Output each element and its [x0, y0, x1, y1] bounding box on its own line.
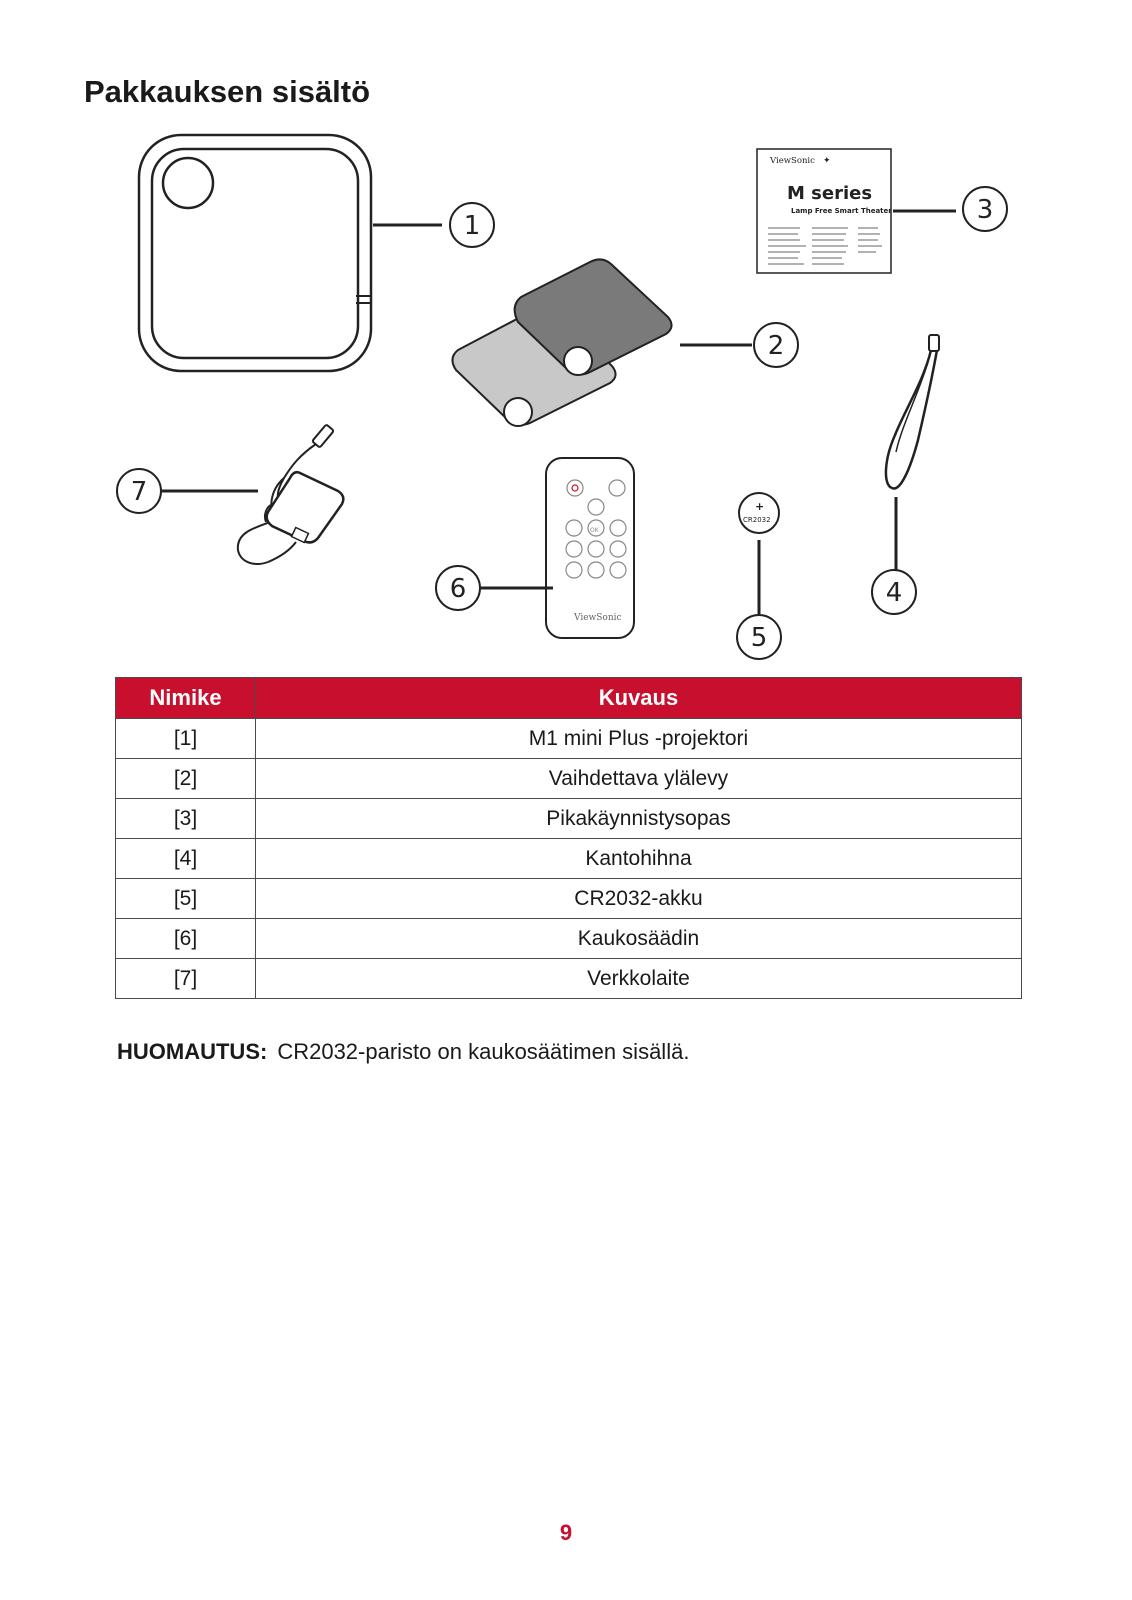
description-cell: M1 mini Plus -projektori	[256, 719, 1022, 759]
description-cell: Kantohihna	[256, 839, 1022, 879]
callout-3	[963, 187, 1007, 231]
svg-text:7: 7	[130, 477, 148, 507]
callout-1	[450, 203, 494, 247]
replaceable-top-cover-illustration	[452, 259, 671, 426]
note-text: CR2032-paristo on kaukosäätimen sisällä.	[277, 1039, 690, 1064]
callout-2	[754, 323, 798, 367]
table-row	[116, 919, 1022, 959]
svg-text:3: 3	[976, 195, 994, 225]
remote-brand: ViewSonic	[574, 613, 622, 623]
description-cell: CR2032-akku	[256, 879, 1022, 919]
description-cell: Vaihdettava ylälevy	[256, 759, 1022, 799]
table-row	[116, 799, 1022, 839]
item-cell: [7]	[116, 959, 256, 999]
quick-start-guide-illustration	[757, 149, 892, 273]
page-number: 9	[559, 1520, 573, 1545]
svg-text:2: 2	[767, 331, 785, 361]
svg-text:5: 5	[750, 623, 768, 653]
guide-brand: ViewSonic	[770, 156, 815, 166]
description-cell: Verkkolaite	[256, 959, 1022, 999]
table-header-row	[116, 678, 1022, 719]
svg-text:6: 6	[449, 574, 467, 604]
table-row	[116, 839, 1022, 879]
note	[117, 1039, 689, 1065]
description-cell: Kaukosäädin	[256, 919, 1022, 959]
table-row	[116, 719, 1022, 759]
carrying-strap-illustration	[886, 335, 939, 488]
callout-7	[117, 469, 161, 513]
item-cell: [3]	[116, 799, 256, 839]
package-contents-table	[115, 677, 1022, 999]
table-row	[116, 879, 1022, 919]
callout-4	[872, 570, 916, 614]
description-cell: Pikakäynnistysopas	[256, 799, 1022, 839]
cr2032-battery-illustration	[739, 493, 779, 533]
package-contents-illustration	[0, 120, 1132, 680]
power-adapter-illustration	[238, 424, 344, 564]
projector-illustration	[139, 135, 371, 371]
guide-series: M series	[787, 183, 873, 204]
page-title: Pakkauksen sisältö	[84, 74, 371, 109]
svg-text:✦: ✦	[823, 155, 831, 165]
note-label: HUOMAUTUS:	[117, 1039, 268, 1064]
battery-plus: +	[755, 500, 765, 513]
svg-text:OK: OK	[590, 527, 599, 534]
item-cell: [2]	[116, 759, 256, 799]
item-cell: [4]	[116, 839, 256, 879]
table-row	[116, 959, 1022, 999]
callout-6	[436, 566, 480, 610]
svg-text:1: 1	[463, 211, 481, 241]
table-row	[116, 759, 1022, 799]
header-item: Nimike	[116, 678, 256, 719]
header-description: Kuvaus	[256, 678, 1022, 719]
callout-5	[737, 615, 781, 659]
guide-subtitle: Lamp Free Smart Theater	[791, 207, 892, 215]
item-cell: [1]	[116, 719, 256, 759]
item-cell: [5]	[116, 879, 256, 919]
svg-text:4: 4	[885, 578, 903, 608]
battery-label: CR2032	[743, 516, 771, 524]
remote-control-illustration	[546, 458, 634, 638]
item-cell: [6]	[116, 919, 256, 959]
